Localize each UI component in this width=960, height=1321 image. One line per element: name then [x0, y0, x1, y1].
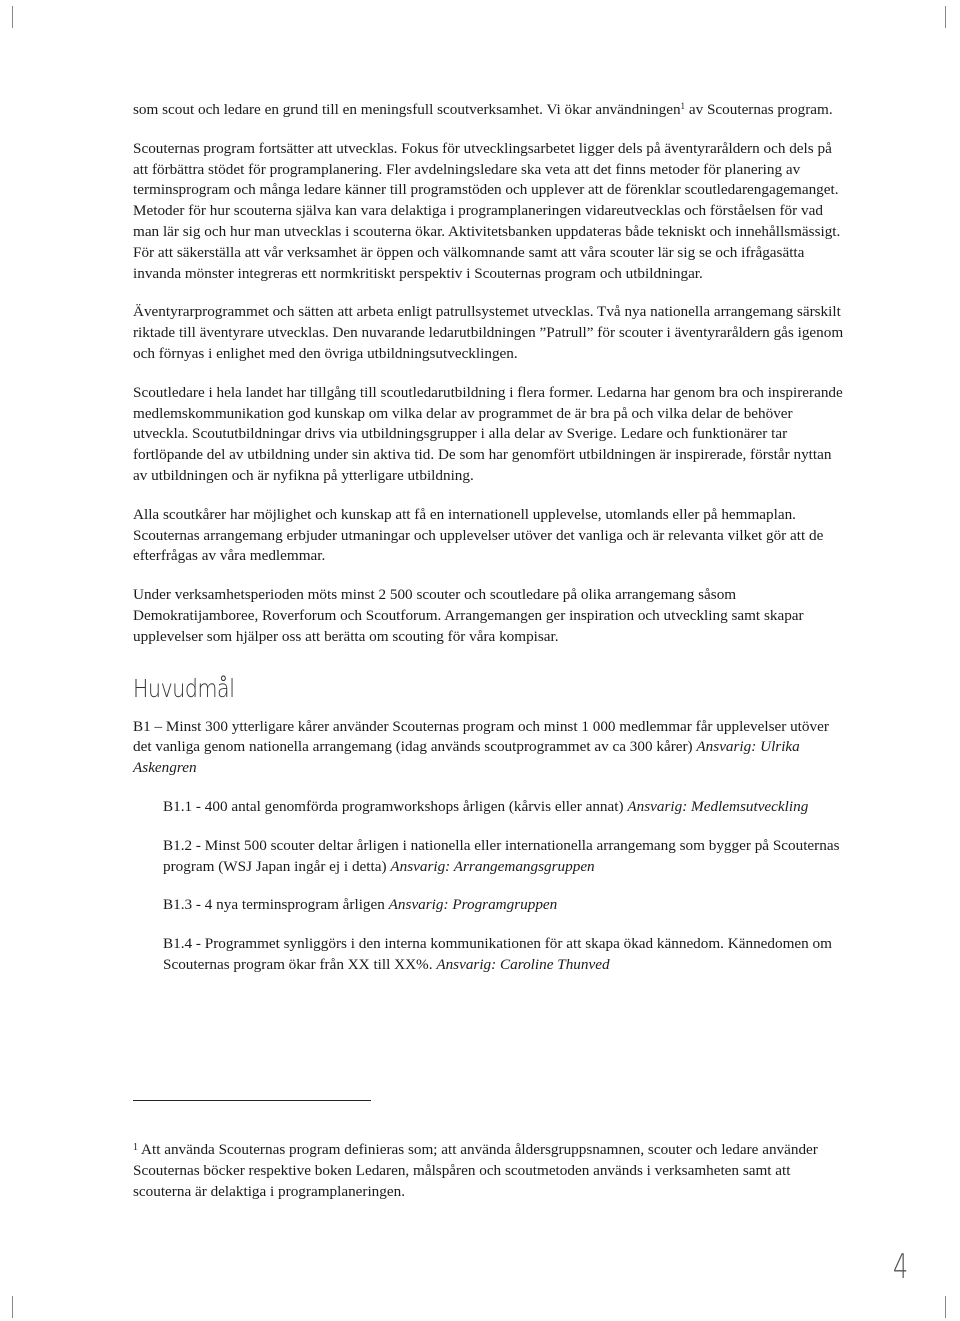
subgoal-responsible: Ansvarig: Programgruppen — [388, 896, 558, 914]
crop-mark-right — [945, 6, 946, 28]
paragraph-events: Under verksamhetsperioden möts minst 2 500 scouter och scoutledare på olika arrangemang såsom Demokratijamboree, Roverforum och Scoutforum. Arrangemangen ger inspiration och utveckling samt skapar upplevelser som hjälper oss att berätta om scouting för våra kompisar. — [133, 586, 804, 645]
footnote-divider — [133, 1100, 371, 1101]
subgoal-b1-1: B1.1 - 400 antal genomförda programworkshops årligen (kårvis eller annat) Ansvarig: Medlemsutveckling — [163, 797, 809, 815]
goal-b1-responsible: Ansvarig: Ulrika Askengren — [133, 738, 800, 777]
paragraph-program-development: Scouternas program fortsätter att utvecklas. Fokus för utvecklingsarbetet ligger dels på äventyraråldern och dels på att förbättra stödet för programplanering. Fler avdelningsledare ska veta att det finns metoder för planering av terminsprogram och många ledare känner till programstöden och upplever att de förenklar scoutledarengagemanget. Metoder för hur scouterna själva kan vara delaktiga i programplaneringen vidareutvecklas och förståelsen för vad man lär sig och hur man utvecklas i scouterna ökar. Aktivitetsbanken uppdateras både tekniskt och innehållsmässigt. För att säkerställa att vår verksamhet är öppen och välkomnande samt att våra scouter lär sig se och ifrågasätta invanda mönster integreras ett normkritiskt perspektiv i Scouternas program och utbildningar. — [133, 139, 841, 282]
crop-mark-bottom-left — [12, 1296, 13, 1318]
subgoal-responsible: Ansvarig: Arrangemangsgruppen — [390, 857, 595, 875]
crop-mark-bottom-right — [945, 1296, 946, 1318]
subgoal-responsible: Ansvarig: Caroline Thunved — [436, 955, 610, 973]
footnote-text: Att använda Scouternas program definieras som; att använda åldersgruppsnamnen, scouter och ledare använder Scouternas böcker respektive boken Ledaren, målspåren och scoutmetoden används i verksamheten samt att scouterna är delaktiga i programplaneringen. — [133, 1141, 818, 1200]
paragraph-intro: som scout och ledare en grund till en meningsfull scoutverksamhet. Vi ökar användningen$^1$ av Scouternas program. — [133, 101, 833, 118]
subgoal-b1-3: B1.3 - 4 nya terminsprogram årligen Ansvarig: Programgruppen — [163, 896, 558, 914]
goal-b1: B1 – Minst 300 ytterligare kårer använder Scouternas program och minst 1 000 medlemmar får upplevelser utöver det vanliga genom nationella arrangemang (idag används scoutprogrammet av ca 300 kårer) Ansvarig: Ulrika Askengren — [133, 717, 829, 777]
page-body — [133, 100, 845, 976]
footnote-ref[interactable]: 1 — [680, 101, 686, 111]
subgoal-b1-2: B1.2 - Minst 500 scouter deltar årligen i nationella eller internationella arrangemang som bygger på Scouternas program (WSJ Japan ingår ej i detta) Ansvarig: Arrangemangsgruppen — [163, 836, 840, 875]
paragraph-international: Alla scoutkårer har möjlighet och kunskap att få en internationell upplevelse, utomlands eller på hemmaplan. Scouternas arrangemang erbjuder utmaningar och upplevelser utöver det vanliga och är relevanta vilket gör att de efterfrågas av våra medlemmar. — [133, 505, 824, 565]
section-heading: Huvudmål — [133, 673, 235, 703]
footnote-mark: 1 — [133, 1142, 138, 1153]
page-number: 4 — [893, 1247, 909, 1287]
paragraph-adventurer-program: Äventyrarprogrammet och sätten att arbeta enligt patrullsystemet utvecklas. Två nya nationella arrangemang särskilt riktade till äventyrare utvecklas. Den nuvarande ledarutbildningen ”Patrull” för scouter i äventyraråldern gås igenom och förnyas i enlighet med den övriga utbildningsutvecklingen. — [133, 303, 844, 362]
subgoal-responsible: Ansvarig: Medlemsutveckling — [627, 797, 809, 815]
paragraph-leader-training: Scoutledare i hela landet har tillgång till scoutledarutbildning i flera former. Ledarna har genom bra och inspirerande medlemskommunikation god kunskap om vilka delar av programmet de är bra på och vilka delar de behöver utveckla. Scoututbildningar drivs via utbildningsgrupper i alla delar av Sverige. Ledare och funktionärer tar fortlöpande del av utbildning under sin aktiva tid. De som har genomfört utbildningen är inspirerade, förstår nyttan av utbildningen och är nyfikna på ytterligare utbildning. — [133, 383, 843, 484]
footnote — [133, 1138, 823, 1202]
crop-mark-left — [12, 6, 13, 28]
subgoal-b1-4: B1.4 - Programmet synliggörs i den interna kommunikationen för att skapa ökad kännedom. Kännedomen om Scouternas program ökar från XX till XX%. Ansvarig: Caroline Thunved — [163, 935, 832, 973]
